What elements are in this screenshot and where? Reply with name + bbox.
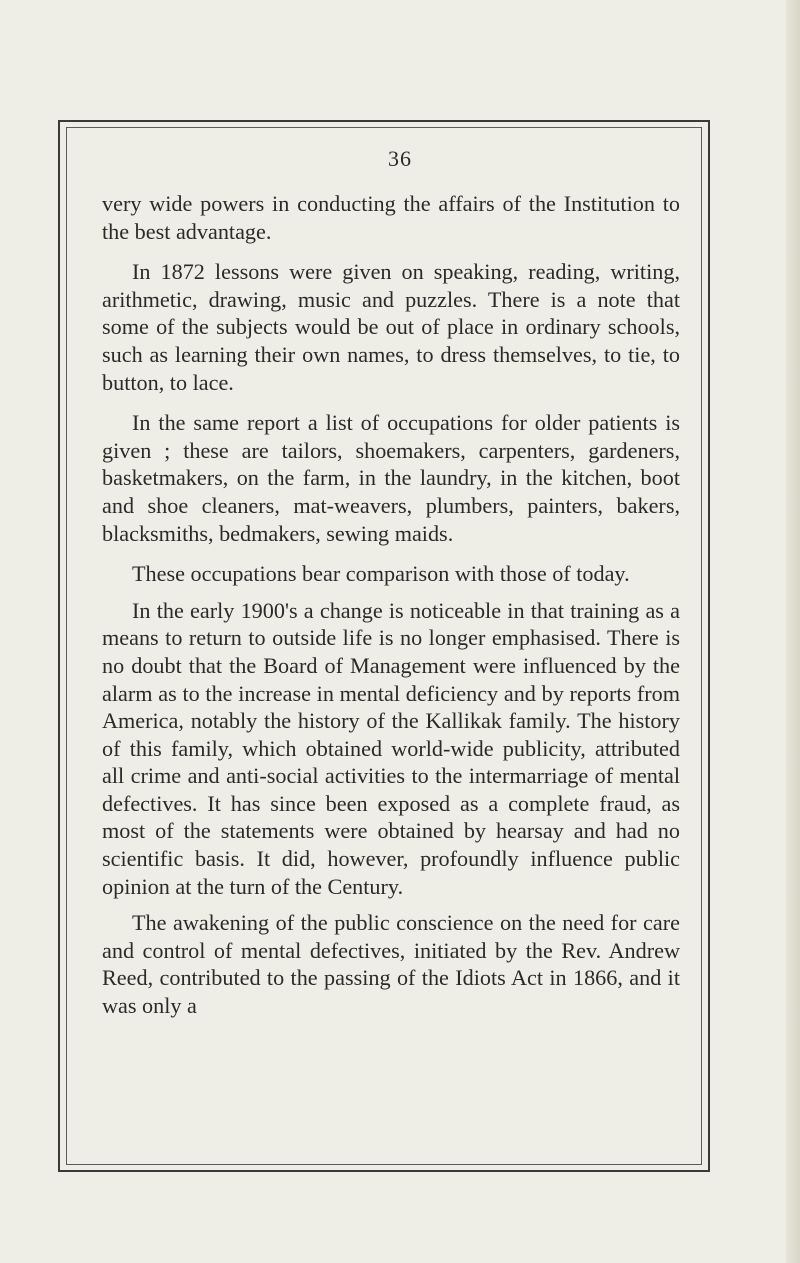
page-number: 36: [388, 146, 412, 171]
paragraph-occupations: In the same report a list of occupations for older patients is given ; these are tailors, shoemakers, carpenters, gardeners, basketmakers, on the farm, in the laundry, in the kitchen, boot and shoe cleaners, mat-weavers, plumbers, painters, bakers, blacksmiths, bedmakers, sewing maids.: [102, 410, 680, 546]
page-edge-shadow: [786, 0, 800, 1263]
paragraph-continuation: very wide powers in conducting the affairs of the Institution to the best advantage.: [102, 191, 680, 244]
paragraph-awakening: The awakening of the public conscience on the need for care and control of mental defectives, initiated by the Rev. Andrew Reed, contributed to the passing of the Idiots Act in 1866, and it was only a: [102, 910, 680, 1019]
paragraph-lessons: In 1872 lessons were given on speaking, reading, writing, arithmetic, drawing, music and puzzles. There is a note that some of the subjects would be out of place in ordinary schools, such as learning their own names, to dress themselves, to tie, to button, to lace.: [102, 259, 680, 395]
body-text: [102, 190, 680, 1020]
paragraph-comparison: These occupations bear comparison with those of today.: [132, 561, 630, 587]
paragraph-early-1900s: In the early 1900's a change is noticeable in that training as a means to return to outside life is no longer emphasised. There is no doubt that the Board of Management were influenced by the alarm as to the increase in mental deficiency and by reports from America, notably the history of the Kallikak family. The history of this family, which obtained world-wide publicity, attributed all crime and anti-social activities to the intermarriage of mental defectives. It has since been exposed as a complete fraud, as most of the statements were obtained by hearsay and had no scientific basis. It did, however, profoundly influence public opinion at the turn of the Century.: [102, 597, 680, 899]
